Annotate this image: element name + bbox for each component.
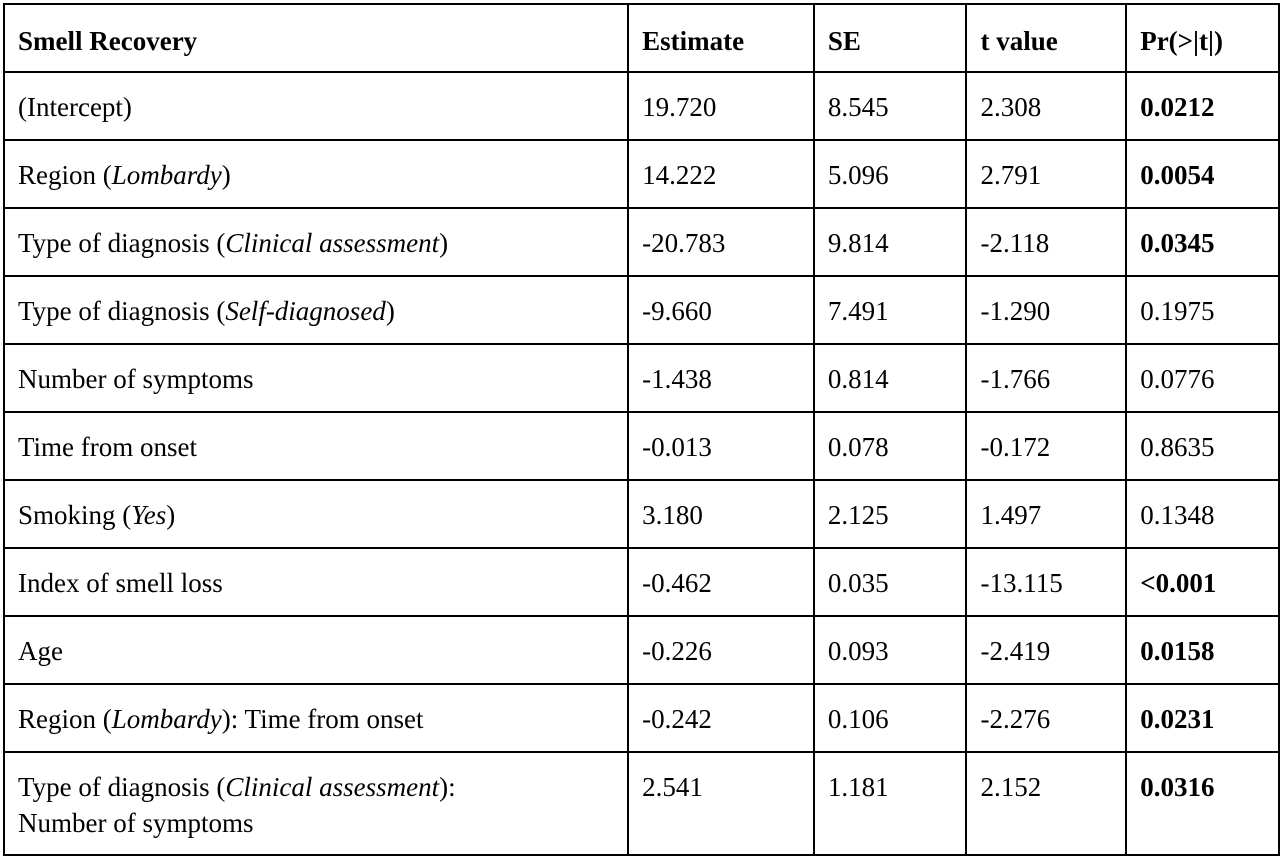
- term-continuation: Number of symptoms: [18, 808, 254, 838]
- term-cell: [4, 140, 628, 208]
- term-label: Index of smell loss: [18, 568, 223, 598]
- table-row: [4, 140, 1279, 208]
- term-suffix: ): [439, 228, 449, 258]
- term-cell: [4, 276, 628, 344]
- p-value-cell: 0.0054: [1126, 140, 1279, 208]
- t-value-cell: -2.276: [966, 684, 1126, 752]
- estimate-cell: -9.660: [628, 276, 814, 344]
- p-value-cell: 0.0776: [1126, 344, 1279, 412]
- estimate-cell: -0.226: [628, 616, 814, 684]
- se-cell: 0.093: [814, 616, 967, 684]
- term-suffix: ): [221, 160, 231, 190]
- term-cell: [4, 548, 628, 616]
- term-cell: [4, 72, 628, 140]
- regression-table: [3, 3, 1280, 856]
- table-row: [4, 752, 1279, 855]
- table-row: [4, 412, 1279, 480]
- term-level: Clinical assessment: [225, 228, 440, 258]
- term-level: Yes: [131, 500, 167, 530]
- estimate-cell: -0.462: [628, 548, 814, 616]
- table-row: [4, 344, 1279, 412]
- term-label: Type of diagnosis (: [18, 772, 226, 802]
- table-row: [4, 480, 1279, 548]
- term-label: (Intercept): [18, 92, 132, 122]
- term-level: Clinical assessment: [225, 772, 440, 802]
- term-suffix: ): Time from onset: [221, 704, 424, 734]
- t-value-cell: -2.118: [966, 208, 1126, 276]
- se-cell: 0.078: [814, 412, 967, 480]
- term-label: Time from onset: [18, 432, 198, 462]
- estimate-cell: 14.222: [628, 140, 814, 208]
- table-row: [4, 72, 1279, 140]
- table-row: [4, 276, 1279, 344]
- p-value-cell: 0.0345: [1126, 208, 1279, 276]
- p-value-cell: 0.0231: [1126, 684, 1279, 752]
- se-cell: 0.814: [814, 344, 967, 412]
- t-value-cell: 2.152: [966, 752, 1126, 855]
- term-cell: [4, 480, 628, 548]
- se-cell: 9.814: [814, 208, 967, 276]
- p-value-cell: <0.001: [1126, 548, 1279, 616]
- header-row: [4, 4, 1279, 72]
- se-cell: 2.125: [814, 480, 967, 548]
- term-suffix: ): [385, 296, 395, 326]
- regression-table-container: [3, 3, 1280, 856]
- p-value-cell: 0.1348: [1126, 480, 1279, 548]
- t-value-cell: -1.290: [966, 276, 1126, 344]
- term-cell: [4, 344, 628, 412]
- se-cell: 1.181: [814, 752, 967, 855]
- p-value-cell: 0.8635: [1126, 412, 1279, 480]
- se-cell: 0.035: [814, 548, 967, 616]
- term-cell: [4, 208, 628, 276]
- t-value-cell: -0.172: [966, 412, 1126, 480]
- estimate-cell: 19.720: [628, 72, 814, 140]
- estimate-cell: 3.180: [628, 480, 814, 548]
- table-row: [4, 616, 1279, 684]
- table-row: [4, 208, 1279, 276]
- term-cell: [4, 412, 628, 480]
- term-level: Self-diagnosed: [225, 296, 386, 326]
- estimate-cell: -0.242: [628, 684, 814, 752]
- t-value-cell: -1.766: [966, 344, 1126, 412]
- p-value-cell: 0.1975: [1126, 276, 1279, 344]
- term-label: Age: [18, 636, 63, 666]
- term-cell: [4, 752, 628, 855]
- header-smell-recovery: Smell Recovery: [4, 4, 628, 72]
- term-level: Lombardy: [111, 704, 222, 734]
- p-value-cell: 0.0158: [1126, 616, 1279, 684]
- term-level: Lombardy: [111, 160, 222, 190]
- p-value-cell: 0.0212: [1126, 72, 1279, 140]
- t-value-cell: -13.115: [966, 548, 1126, 616]
- se-cell: 0.106: [814, 684, 967, 752]
- t-value-cell: -2.419: [966, 616, 1126, 684]
- term-suffix: ): [166, 500, 176, 530]
- table-row: [4, 684, 1279, 752]
- table-body: [4, 72, 1279, 855]
- term-label: Type of diagnosis (: [18, 296, 226, 326]
- estimate-cell: -20.783: [628, 208, 814, 276]
- header-p-value: Pr(>|t|): [1126, 4, 1279, 72]
- term-label: Type of diagnosis (: [18, 228, 226, 258]
- table-row: [4, 548, 1279, 616]
- estimate-cell: -0.013: [628, 412, 814, 480]
- se-cell: 5.096: [814, 140, 967, 208]
- t-value-cell: 2.791: [966, 140, 1126, 208]
- se-cell: 8.545: [814, 72, 967, 140]
- header-se: SE: [814, 4, 967, 72]
- header-t-value: t value: [966, 4, 1126, 72]
- t-value-cell: 2.308: [966, 72, 1126, 140]
- term-label: Smoking (: [18, 500, 132, 530]
- se-cell: 7.491: [814, 276, 967, 344]
- term-label: Region (: [18, 704, 112, 734]
- term-suffix: ):: [439, 772, 456, 802]
- term-cell: [4, 616, 628, 684]
- p-value-cell: 0.0316: [1126, 752, 1279, 855]
- t-value-cell: 1.497: [966, 480, 1126, 548]
- header-estimate: Estimate: [628, 4, 814, 72]
- term-label: Region (: [18, 160, 112, 190]
- estimate-cell: -1.438: [628, 344, 814, 412]
- estimate-cell: 2.541: [628, 752, 814, 855]
- term-cell: [4, 684, 628, 752]
- term-label: Number of symptoms: [18, 364, 254, 394]
